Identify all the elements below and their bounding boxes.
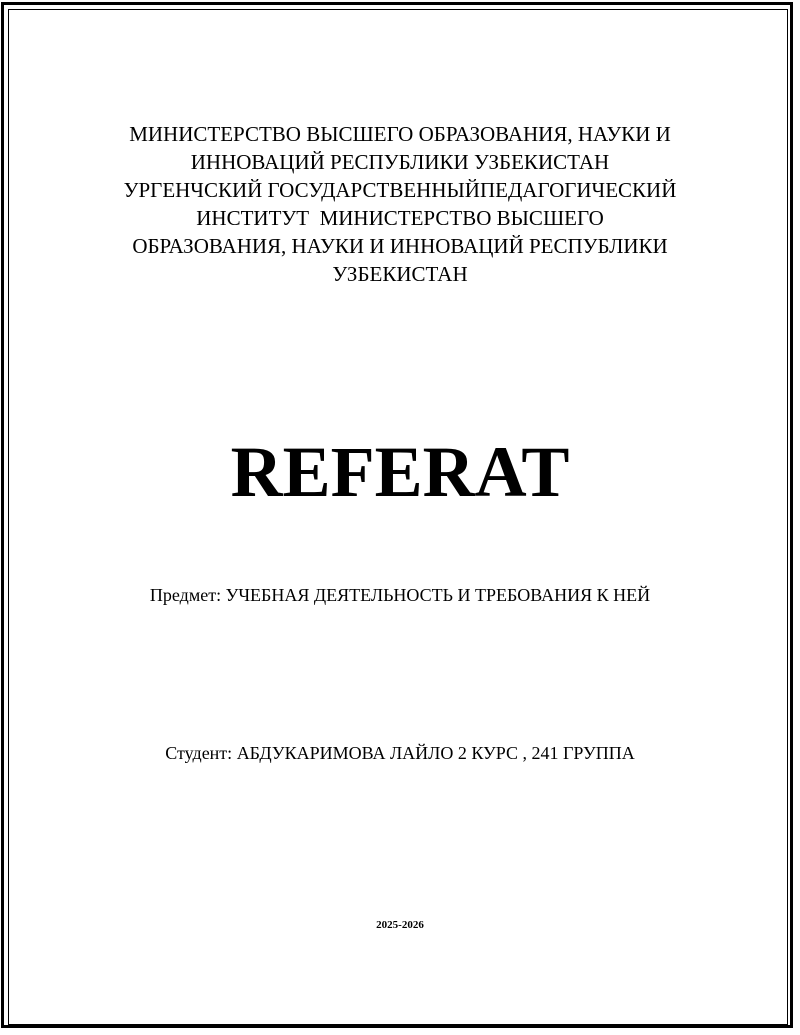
heading-line: МИНИСТЕРСТВО ВЫСШЕГО ОБРАЗОВАНИЯ, НАУКИ И <box>129 122 671 146</box>
heading-line: ОБРАЗОВАНИЯ, НАУКИ И ИННОВАЦИЙ РЕСПУБЛИКИ <box>132 234 668 258</box>
subject-label: Предмет: <box>149 585 222 605</box>
heading-line: УЗБЕКИСТАН <box>332 262 468 286</box>
heading-line: ИННОВАЦИЙ РЕСПУБЛИКИ УЗБЕКИСТАН <box>190 150 610 174</box>
heading-line: УРГЕНЧСКИЙ ГОСУДАРСТВЕННЫЙПЕДАГОГИЧЕСКИЙ <box>123 178 677 202</box>
subject-line <box>0 583 800 607</box>
subject-value: УЧЕБНАЯ ДЕЯТЕЛЬНОСТЬ И ТРЕБОВАНИЯ К НЕЙ <box>225 585 651 605</box>
student-line <box>0 741 800 765</box>
student-value: АБДУКАРИМОВА ЛАЙЛО 2 КУРС , 241 ГРУППА <box>236 743 635 763</box>
heading-line: ИНСТИТУТ МИНИСТЕРСТВО ВЫСШЕГО <box>196 206 604 230</box>
document-title: REFERAT <box>230 432 570 512</box>
student-label: Студент: <box>165 743 233 763</box>
academic-year: 2025-2026 <box>376 919 424 931</box>
institution-heading <box>60 120 740 288</box>
